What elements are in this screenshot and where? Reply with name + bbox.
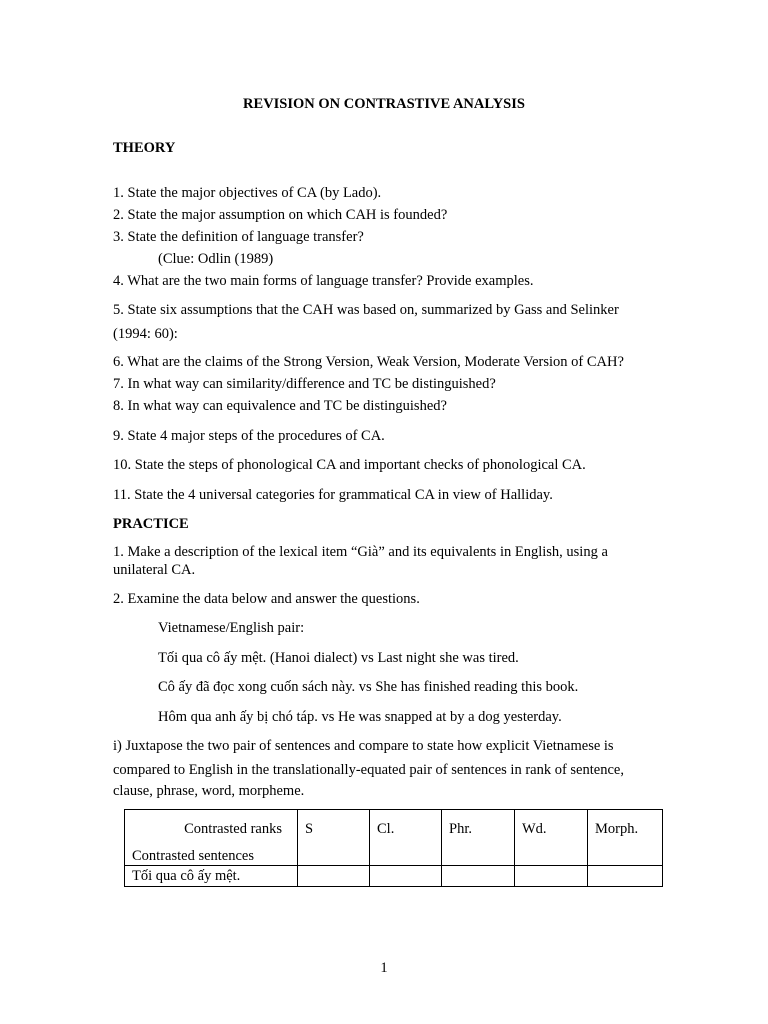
data-sentence-pair: Cô ấy đã đọc xong cuốn sách này. vs She has finished reading this book. [158,679,579,695]
empty-cell [442,866,515,887]
table-row [125,866,663,887]
column-label: S [305,821,314,837]
question-text: compared to English in the translationally-equated pair of sentences in rank of sentence, [113,762,624,778]
practice-item: 2. Examine the data below and answer the questions. [113,591,420,607]
empty-cell [515,866,588,887]
corner-sentences-label: Contrasted sentences [132,848,255,864]
column-header [298,810,370,866]
practice-heading: PRACTICE [113,516,189,532]
column-label: Cl. [377,821,395,837]
corner-ranks-label: Contrasted ranks [184,821,282,837]
theory-item: 6. What are the claims of the Strong Version, Weak Version, Moderate Version of CAH? [113,354,624,370]
page-number: 1 [380,960,388,976]
contrast-table [124,809,663,887]
data-label: Vietnamese/English pair: [158,620,305,636]
theory-item: 8. In what way can equivalence and TC be distinguished? [113,398,447,414]
theory-item: 11. State the 4 universal categories for grammatical CA in view of Halliday. [113,487,553,503]
theory-item: 10. State the steps of phonological CA and important checks of phonological CA. [113,457,586,473]
theory-item: 4. What are the two main forms of language transfer? Provide examples. [113,273,534,289]
column-label: Morph. [595,821,639,837]
theory-item: 2. State the major assumption on which CAH is founded? [113,207,448,223]
column-label: Wd. [522,821,547,837]
theory-item: 7. In what way can similarity/difference and TC be distinguished? [113,376,496,392]
theory-item: 5. State six assumptions that the CAH was based on, summarized by Gass and Selinker [113,302,619,318]
document-title: REVISION ON CONTRASTIVE ANALYSIS [243,96,525,112]
data-sentence-pair: Hôm qua anh ấy bị chó táp. vs He was snapped at by a dog yesterday. [158,709,562,725]
column-header [515,810,588,866]
practice-item: 1. Make a description of the lexical item “Già” and its equivalents in English, using a [113,544,608,560]
row-sentence-cell: Tối qua cô ấy mệt. [125,866,298,887]
theory-item: 9. State 4 major steps of the procedures of CA. [113,428,385,444]
data-sentence-pair: Tối qua cô ấy mệt. (Hanoi dialect) vs Last night she was tired. [158,650,519,666]
theory-heading: THEORY [113,140,176,156]
empty-cell [298,866,370,887]
table-corner-cell [125,810,298,866]
theory-item-clue: (Clue: Odlin (1989) [158,251,274,267]
theory-item-continued: (1994: 60): [113,326,178,342]
column-header [588,810,663,866]
practice-item-continued: unilateral CA. [113,562,196,578]
question-text: clause, phrase, word, morpheme. [113,783,305,799]
theory-item: 3. State the definition of language transfer? [113,229,364,245]
empty-cell [588,866,663,887]
empty-cell [370,866,442,887]
theory-item: 1. State the major objectives of CA (by Lado). [113,185,382,201]
question-text: i) Juxtapose the two pair of sentences and compare to state how explicit Vietnamese is [113,738,614,754]
column-label: Phr. [449,821,472,837]
column-header [370,810,442,866]
column-header [442,810,515,866]
